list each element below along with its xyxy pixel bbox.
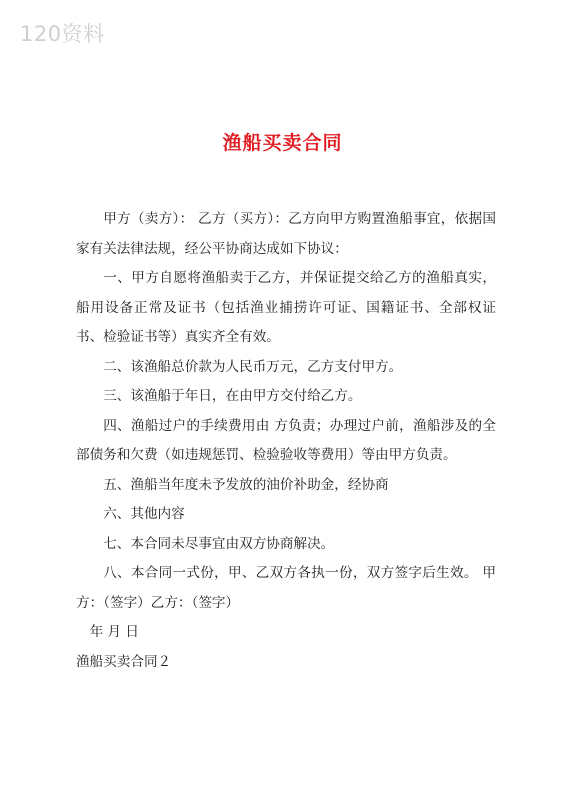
paragraph-intro: 甲方（卖方）： 乙方（买方）：乙方向甲方购置渔船事宜，依据国家有关法律法规，经公平协商达成如下协议： <box>76 211 496 257</box>
paragraph-clause-7: 七、本合同未尽事宜由双方协商解决。 <box>103 535 335 552</box>
paragraph-clause-5: 五、渔船当年度未予发放的油价补助金，经协商 <box>103 476 389 493</box>
paragraph-clause-6: 六、其他内容 <box>103 506 185 522</box>
footer-title: 渔船买卖合同２ <box>76 653 172 670</box>
paragraph-date: 年 月 日 <box>89 624 140 640</box>
watermark-text: 120资料 <box>20 22 105 46</box>
paragraph-clause-1: 一、甲方自愿将渔船卖于乙方，并保证提交给乙方的渔船真实，船用设备正常及证书（包括渔业捕捞许可证、国籍证书、全部权证书、检验证书等）真实齐全有效。 <box>76 270 496 345</box>
paragraph-clause-4: 四、渔船过户的手续费用由 方负责；办理过户前，渔船涉及的全部债务和欠费（如违规惩罚、检验验收等费用）等由甲方负责。 <box>76 417 496 463</box>
paragraph-clause-3: 三、该渔船于年日，在由甲方交付给乙方。 <box>103 388 362 404</box>
contract-body <box>76 205 496 677</box>
paragraph-clause-2: 二、该渔船总价款为人民币万元，乙方支付甲方。 <box>103 358 403 375</box>
document-title: 渔船买卖合同 <box>222 132 343 154</box>
paragraph-clause-8: 八、本合同一式份，甲、乙双方各执一份，双方签字后生效。 甲方：（签字）乙方：（签字） <box>76 565 496 611</box>
